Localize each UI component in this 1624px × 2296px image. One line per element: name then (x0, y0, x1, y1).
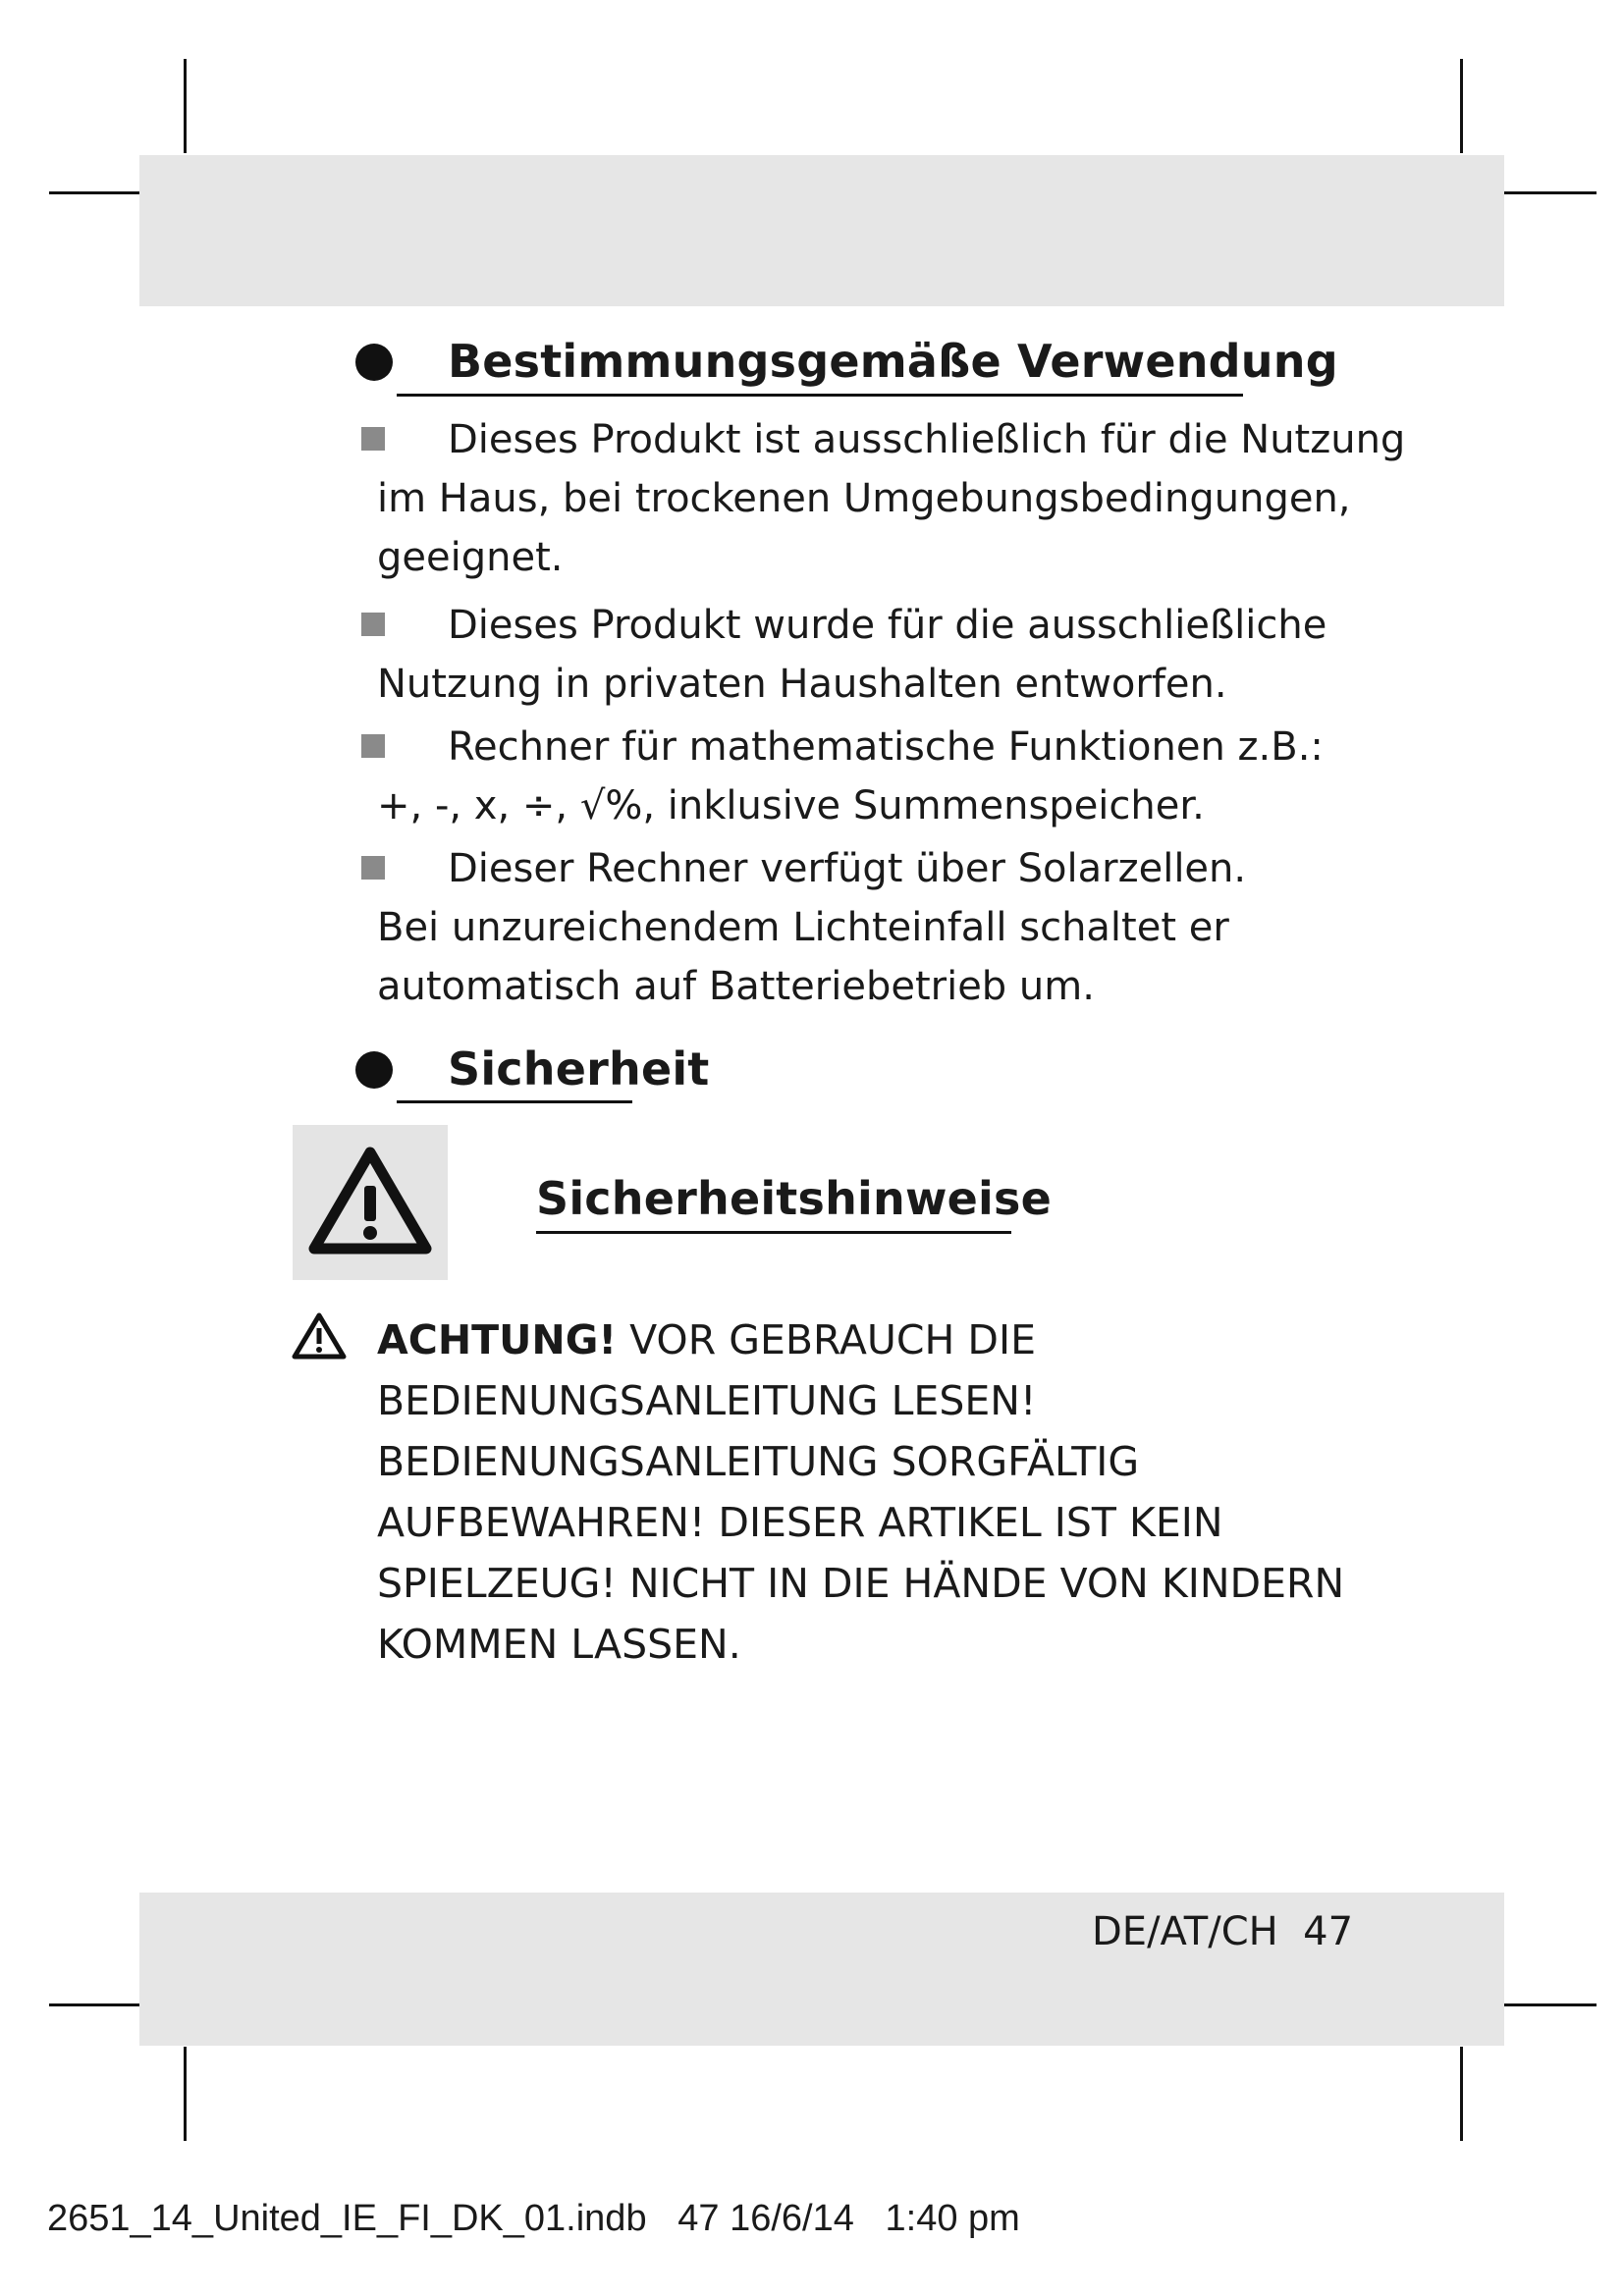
section-title-intended-use: Bestimmungsgemäße Verwendung (448, 335, 1338, 388)
warning-text: VOR GEBRAUCH DIE BEDIENUNGSANLEITUNG LESEN! BEDIENUNGSANLEITUNG SORGFÄLTIG AUFBEWAHREN! DIESER ARTIKEL IST KEIN SPIELZEUG! NICHT IN DIE HÄNDE VON KINDERN KOMMEN LASSEN. (377, 1316, 1345, 1668)
footer-region: DE/AT/CH (1092, 1909, 1278, 1954)
crop-mark-top-right-vertical (1460, 59, 1463, 153)
print-slug: 2651_14_United_IE_FI_DK_01.indb 47 16/6/14 1:40 pm (47, 2198, 1020, 2239)
subsection-title-safety-notes: Sicherheitshinweise (536, 1172, 1052, 1225)
list-item: Dieser Rechner verfügt über Solarzellen. Bei unzureichendem Lichteinfall schaltet er automatisch auf Batteriebetrieb um. (377, 846, 1247, 1009)
section-bullet (355, 344, 393, 381)
list-item: Dieses Produkt ist ausschließlich für die Nutzung im Haus, bei trockenen Umgebungsbedingungen, geeignet. (377, 417, 1406, 580)
section-title-safety: Sicherheit (448, 1042, 710, 1095)
header-band (139, 155, 1504, 306)
crop-mark-bottom-right-horizontal (1500, 2003, 1597, 2006)
list-item: Dieses Produkt wurde für die ausschließliche Nutzung in privaten Haushalten entworfen. (377, 603, 1327, 707)
subsection-title-underline (536, 1231, 1011, 1234)
crop-mark-top-left-horizontal (49, 191, 145, 194)
list-item: Rechner für mathematische Funktionen z.B.: +, -, x, ÷, √%, inklusive Summenspeicher. (377, 724, 1324, 828)
small-warning-triangle-icon (291, 1311, 348, 1361)
crop-mark-top-right-horizontal (1500, 191, 1597, 194)
section-bullet (355, 1051, 393, 1089)
warning-label: ACHTUNG! (377, 1316, 618, 1363)
footer-region-and-page (1092, 1906, 1353, 1957)
crop-mark-bottom-left-vertical (184, 2047, 187, 2141)
crop-mark-bottom-left-horizontal (49, 2003, 145, 2006)
crop-mark-bottom-right-vertical (1460, 2047, 1463, 2141)
warning-triangle-icon (293, 1125, 448, 1280)
warning-paragraph (377, 1309, 1457, 1675)
section-title-underline (397, 394, 1243, 397)
page-number: 47 (1303, 1909, 1354, 1954)
warning-icon-box (293, 1125, 448, 1280)
section-title-underline (397, 1100, 632, 1103)
crop-mark-top-left-vertical (184, 59, 187, 153)
